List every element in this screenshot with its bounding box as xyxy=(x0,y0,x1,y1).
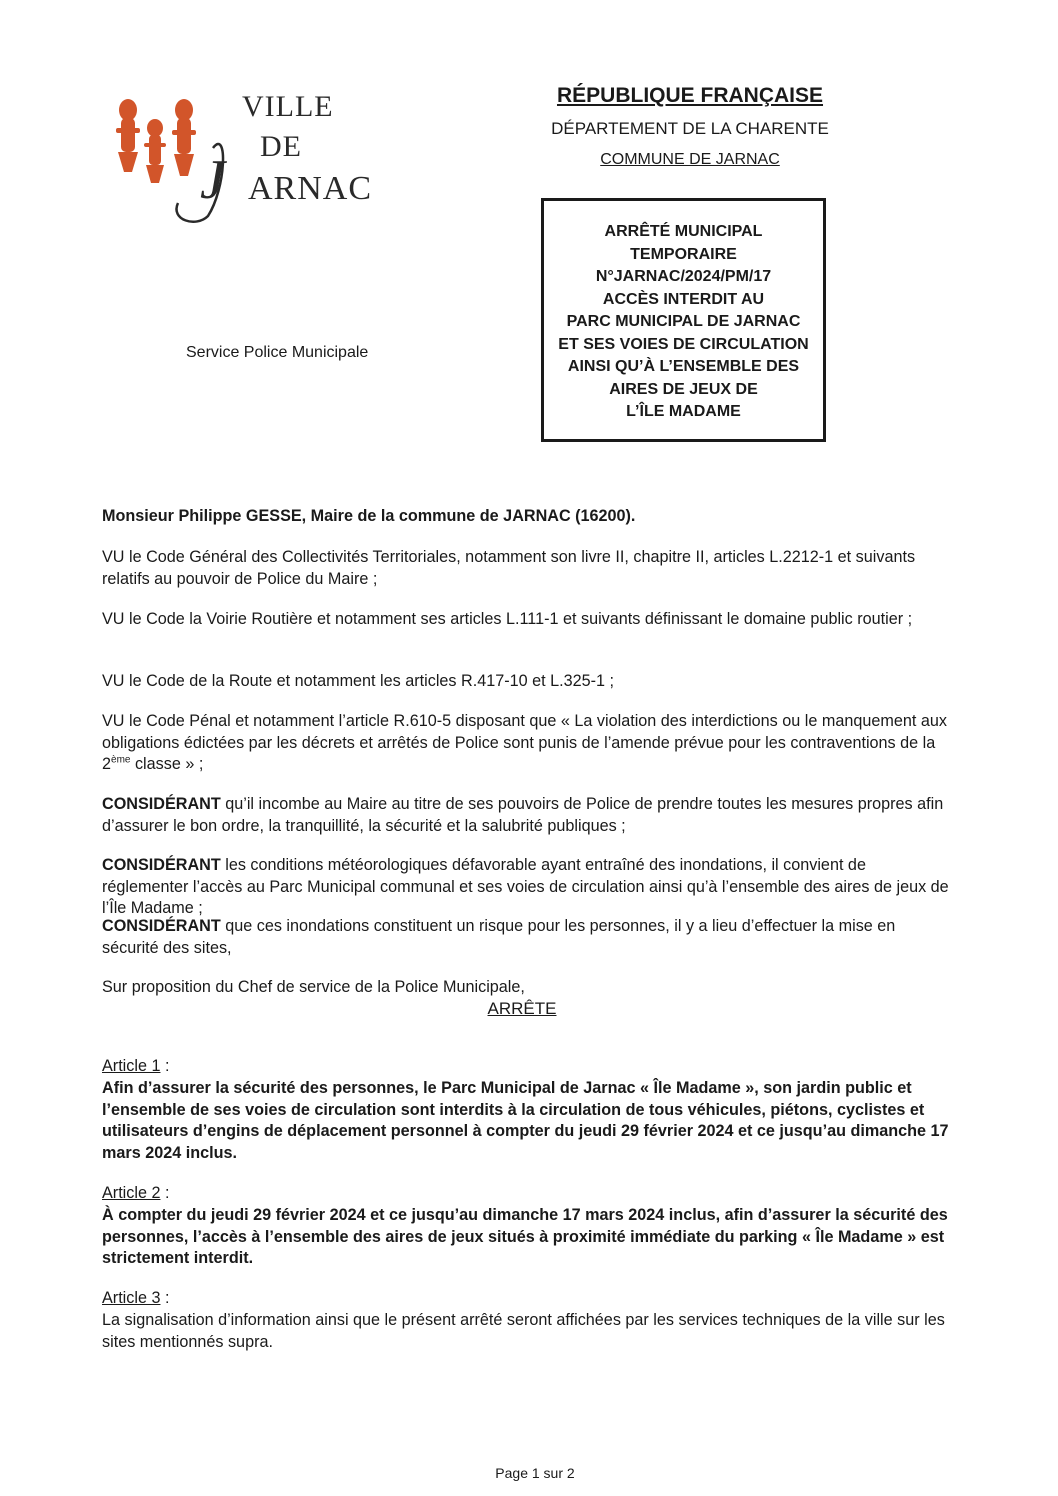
considerant-text: qu’il incombe au Maire au titre de ses pouvoirs de Police de prendre toutes les mesures propres afin d’assurer le bon ordre, la tranquillité, la sécurité et la salubrité publiques ; xyxy=(102,795,944,835)
arrete-title-lines xyxy=(544,221,823,424)
arrete-title-line: L’ÎLE MADAME xyxy=(626,403,741,420)
vu-text: le Code la Voirie Routière et notamment ses articles L.111-1 et suivants définissant le domaine public routier ; xyxy=(124,610,913,629)
arrete-title-line: N°JARNAC/2024/PM/17 xyxy=(595,268,772,285)
maire-line: Monsieur Philippe GESSE, Maire de la commune de JARNAC (16200). xyxy=(102,507,636,526)
article-title xyxy=(102,1056,954,1078)
arrete-title-line: AIRES DE JEUX DE xyxy=(609,380,758,398)
republique-title: RÉPUBLIQUE FRANÇAISE xyxy=(556,84,824,107)
vu-prefix: VU xyxy=(102,672,125,691)
article-title xyxy=(102,1288,954,1310)
logo-arnac: ARNAC xyxy=(248,170,373,207)
proposition-line: Sur proposition du Chef de service de la Police Municipale, xyxy=(102,978,525,997)
considerant-prefix: CONSIDÉRANT xyxy=(102,795,221,814)
article-text: À compter du jeudi 29 février 2024 et ce jusqu’au dimanche 17 mars 2024 inclus, afin d’assurer la sécurité des personnes, l’accès à l’ensemble des aires de jeux situés à proximité immédiate du parking « Île Madame » est strictement interdit. xyxy=(102,1206,948,1268)
vu-prefix: VU xyxy=(102,548,125,567)
considerant-paragraph xyxy=(102,916,954,959)
article-title-text: Article 1 xyxy=(102,1057,161,1076)
ville-de-jarnac-logo xyxy=(108,88,388,228)
article-title-text: Article 2 xyxy=(102,1184,161,1203)
vu-text: le Code de la Route et notamment les articles R.417-10 et L.325-1 ; xyxy=(124,672,614,691)
page-number: Page 1 sur 2 xyxy=(495,1465,575,1481)
article-text: La signalisation d’information ainsi que le présent arrêté seront affichées par les services techniques de la ville sur les sites mentionnés supra. xyxy=(102,1311,945,1351)
considerant-prefix: CONSIDÉRANT xyxy=(102,856,221,875)
logo-de: DE xyxy=(260,130,302,163)
vu-prefix: VU xyxy=(102,712,125,731)
article-text: Afin d’assurer la sécurité des personnes, le Parc Municipal de Jarnac « Île Madame », son jardin public et l’ensemble de ses voies de circulation sont interdits à la circulation de tous véhicules, piétons, cyclistes et utilisateurs d’engins de déplacement personnel à compter du jeudi 29 février 2024 et ce jusqu’au dimanche 17 mars 2024 inclus. xyxy=(102,1079,949,1162)
vu-superscript: ème xyxy=(111,754,131,766)
considerant-text: que ces inondations constituent un risque pour les personnes, il y a lieu d’effectuer la mise en sécurité des sites, xyxy=(102,917,896,957)
arrete-heading: ARRÊTE xyxy=(487,999,557,1018)
considerant-text: les conditions météorologiques défavorable ayant entraîné des inondations, il convient de réglementer l’accès au Parc Municipal communal et ses voies de circulation ainsi qu’à l’ensemble des aires de jeux de l’Île Madame ; xyxy=(102,856,949,918)
arrete-title-line: ACCÈS INTERDIT AU xyxy=(602,290,765,308)
arrete-title-line: PARC MUNICIPAL DE JARNAC xyxy=(566,313,801,330)
arrete-title-line: ET SES VOIES DE CIRCULATION xyxy=(558,335,809,353)
considerant-paragraph xyxy=(102,794,954,837)
vu-text: le Code Pénal et notamment l’article R.610-5 disposant que « La violation des interdictions ou le manquement aux obligations édictées par les décrets et arrêtés de Police sont punis de l’amende prévue pour les contraventions de la 2 xyxy=(102,712,947,774)
arrete-title-box xyxy=(541,198,826,442)
vu-text: classe » ; xyxy=(130,755,204,774)
article-title xyxy=(102,1183,954,1205)
vu-paragraph xyxy=(102,609,954,631)
logo-ville: VILLE xyxy=(242,90,334,123)
article-title-suffix: : xyxy=(160,1057,170,1076)
considerant-prefix: CONSIDÉRANT xyxy=(102,917,221,936)
commune-label: COMMUNE DE JARNAC xyxy=(600,151,780,168)
article-title-text: Article 3 xyxy=(102,1289,161,1308)
vu-paragraph xyxy=(102,711,954,776)
vu-paragraph xyxy=(102,547,954,590)
vu-text: le Code Général des Collectivités Territoriales, notamment son livre II, chapitre II, articles L.2212-1 et suivants relatifs au pouvoir de Police du Maire ; xyxy=(102,548,916,588)
logo-j: J xyxy=(200,149,226,211)
vu-prefix: VU xyxy=(102,610,125,629)
article-title-suffix: : xyxy=(160,1184,170,1203)
departement-label: DÉPARTEMENT DE LA CHARENTE xyxy=(551,119,829,138)
service-label: Service Police Municipale xyxy=(186,344,369,361)
considerant-paragraph xyxy=(102,855,954,920)
vu-paragraph xyxy=(102,671,954,693)
arrete-title-line: TEMPORAIRE xyxy=(630,245,737,263)
article-title-suffix: : xyxy=(160,1289,170,1308)
arrete-title-line: ARRÊTÉ MUNICIPAL xyxy=(604,223,763,240)
arrete-title-line: AINSI QU’À L’ENSEMBLE DES xyxy=(567,358,800,375)
